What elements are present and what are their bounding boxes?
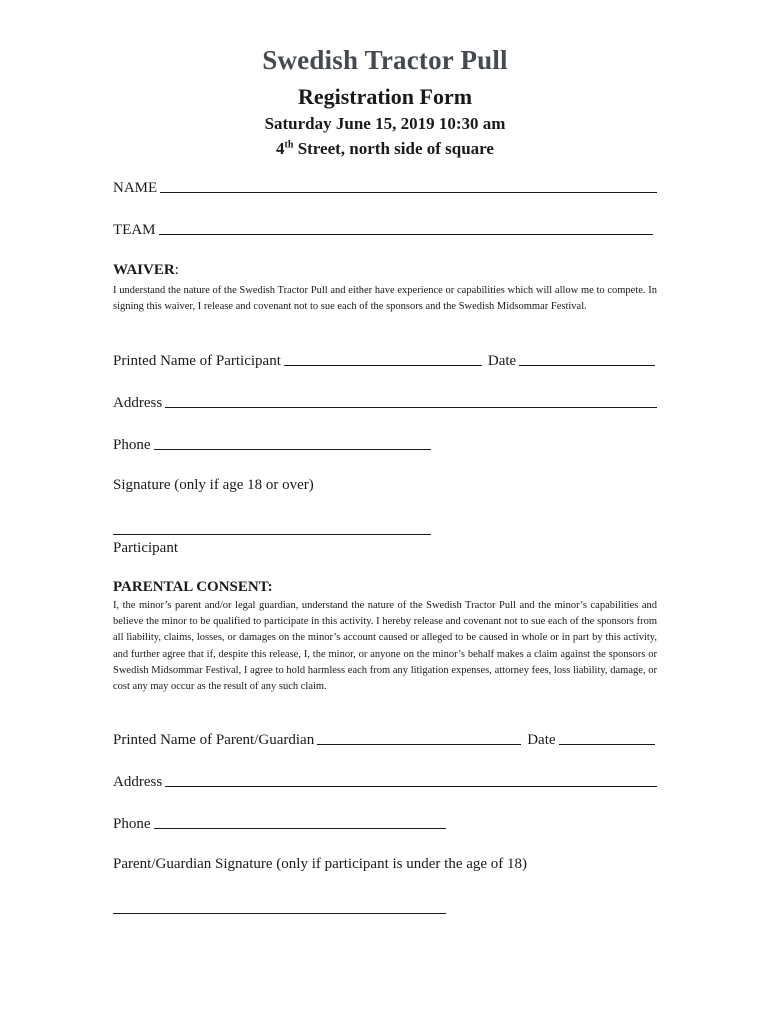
waiver-heading-colon: : [174, 262, 179, 278]
participant-printed-name-row [113, 351, 655, 370]
form-subtitle: Registration Form [297, 84, 473, 109]
guardian-phone-field[interactable] [113, 814, 446, 833]
guardian-date-blank[interactable] [559, 730, 655, 745]
participant-phone-label: Phone [113, 437, 151, 453]
event-location [0, 139, 770, 159]
name-blank[interactable] [160, 178, 657, 193]
participant-printed-name-label: Printed Name of Participant [113, 353, 281, 369]
guardian-phone-label: Phone [113, 816, 151, 832]
team-field[interactable] [113, 220, 653, 239]
form-title: Swedish Tractor Pull [262, 45, 508, 75]
participant-address-label: Address [113, 395, 163, 411]
participant-phone-blank[interactable] [154, 435, 432, 450]
name-field[interactable] [113, 178, 657, 197]
waiver-text: I understand the nature of the Swedish Tractor Pull and either have experience or capabilities which will allow me to compete. In signing this waiver, I release and covenant not to sue each of the sponsors and the Swedish Midsommar Festival. [113, 285, 657, 313]
participant-phone-field[interactable] [113, 435, 431, 454]
participant-signature-line[interactable] [113, 534, 431, 535]
participant-address-field[interactable] [113, 393, 657, 412]
guardian-printed-name-row [113, 730, 655, 749]
participant-printed-name-blank[interactable] [284, 351, 482, 366]
team-label: TEAM [113, 222, 156, 238]
participant-date-label: Date [487, 353, 517, 369]
guardian-address-label: Address [113, 774, 163, 790]
guardian-signature-label: Parent/Guardian Signature (only if participant is under the age of 18) [113, 856, 528, 872]
event-location-number: 4 [276, 139, 285, 158]
event-location-rest: Street, north side of square [293, 139, 494, 158]
guardian-phone-blank[interactable] [154, 814, 447, 829]
team-blank[interactable] [159, 220, 654, 235]
guardian-date-label: Date [527, 732, 556, 748]
event-date: Saturday June 15, 2019 10:30 am [264, 114, 506, 133]
guardian-address-blank[interactable] [165, 772, 657, 787]
guardian-address-field[interactable] [113, 772, 657, 791]
waiver-heading-text: WAIVER [113, 262, 175, 278]
waiver-heading [113, 262, 179, 279]
participant-signature-label: Signature (only if age 18 or over) [113, 477, 314, 493]
parental-consent-heading: PARENTAL CONSENT: [113, 579, 273, 595]
guardian-signature-line[interactable] [113, 913, 446, 914]
parental-consent-text: I, the minor’s parent and/or legal guardian, understand the nature of the Swedish Tractor Pull and the minor’s capabilities and believe the minor to be qualified to participate in this activity. I hereby release and covenant not to sue each of the sponsors from all liability, claims, losses, or damages on the minor’s account caused or alleged to be caused in whole or in part by this activity, and further agree that if, despite this release, I, the minor, or anyone on the minor’s behalf makes a claim against the sponsors or Swedish Midsommar Festival, I agree to hold harmless each from any litigation expenses, attorney fees, loss liability, damage, or cost any may occur as the result of any such claim. [113, 600, 657, 693]
participant-date-blank[interactable] [519, 351, 655, 366]
participant-caption: Participant [113, 540, 178, 556]
participant-address-blank[interactable] [165, 393, 657, 408]
event-location-suffix: th [284, 139, 294, 151]
guardian-printed-name-label: Printed Name of Parent/Guardian [113, 732, 315, 748]
guardian-printed-name-blank[interactable] [317, 730, 521, 745]
name-label: NAME [113, 180, 158, 196]
